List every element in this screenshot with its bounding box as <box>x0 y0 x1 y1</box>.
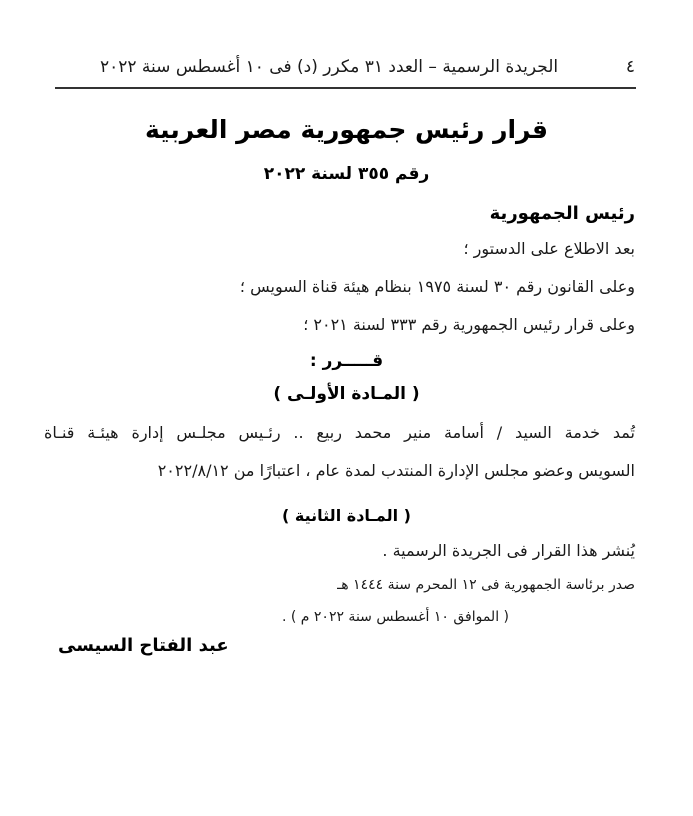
preamble-line-1: بعد الاطلاع على الدستور ؛ <box>463 239 635 258</box>
decree-title: قرار رئيس جمهورية مصر العربية <box>145 115 548 144</box>
issued-line-1: صدر برئاسة الجمهورية فى ١٢ المحرم سنة ١٤٤٤ هـ <box>337 577 635 593</box>
issuer-heading: رئيس الجمهورية <box>489 203 635 224</box>
article-one-heading: ( المـادة الأولـى ) <box>273 384 420 404</box>
decided-label: قـــــرر : <box>309 351 384 371</box>
page-header <box>60 52 635 82</box>
president-signature: عبد الفتاح السيسى <box>58 635 229 656</box>
page-number: ٤ <box>625 57 635 77</box>
header-divider <box>55 87 636 89</box>
article-one-line-1: تُمد خدمة السيد / أسامة منير محمد ربيع .. رئـيس مجلـس إدارة هيئـة قنـاة <box>44 423 635 442</box>
preamble-line-3: وعلى قرار رئيس الجمهورية رقم ٣٣٣ لسنة ٢٠٢١ ؛ <box>303 315 635 334</box>
preamble-line-2: وعلى القانون رقم ٣٠ لسنة ١٩٧٥ بنظام هيئة قناة السويس ؛ <box>239 277 635 296</box>
article-two-heading: ( المـادة الثانية ) <box>282 506 411 525</box>
issued-line-2: ( الموافق ١٠ أغسطس سنة ٢٠٢٢ م ) . <box>281 609 509 625</box>
article-one-line-2: السويس وعضو مجلس الإدارة المنتدب لمدة عام ، اعتبارًا من ٢٠٢٢/٨/١٢ <box>157 461 635 480</box>
article-two-text: يُنشر هذا القرار فى الجريدة الرسمية . <box>382 541 635 560</box>
decree-number: رقم ٣٥٥ لسنة ٢٠٢٢ <box>263 164 430 184</box>
issue-line: الجريدة الرسمية – العدد ٣١ مكرر (د) فى ١٠ أغسطس سنة ٢٠٢٢ <box>100 57 559 77</box>
